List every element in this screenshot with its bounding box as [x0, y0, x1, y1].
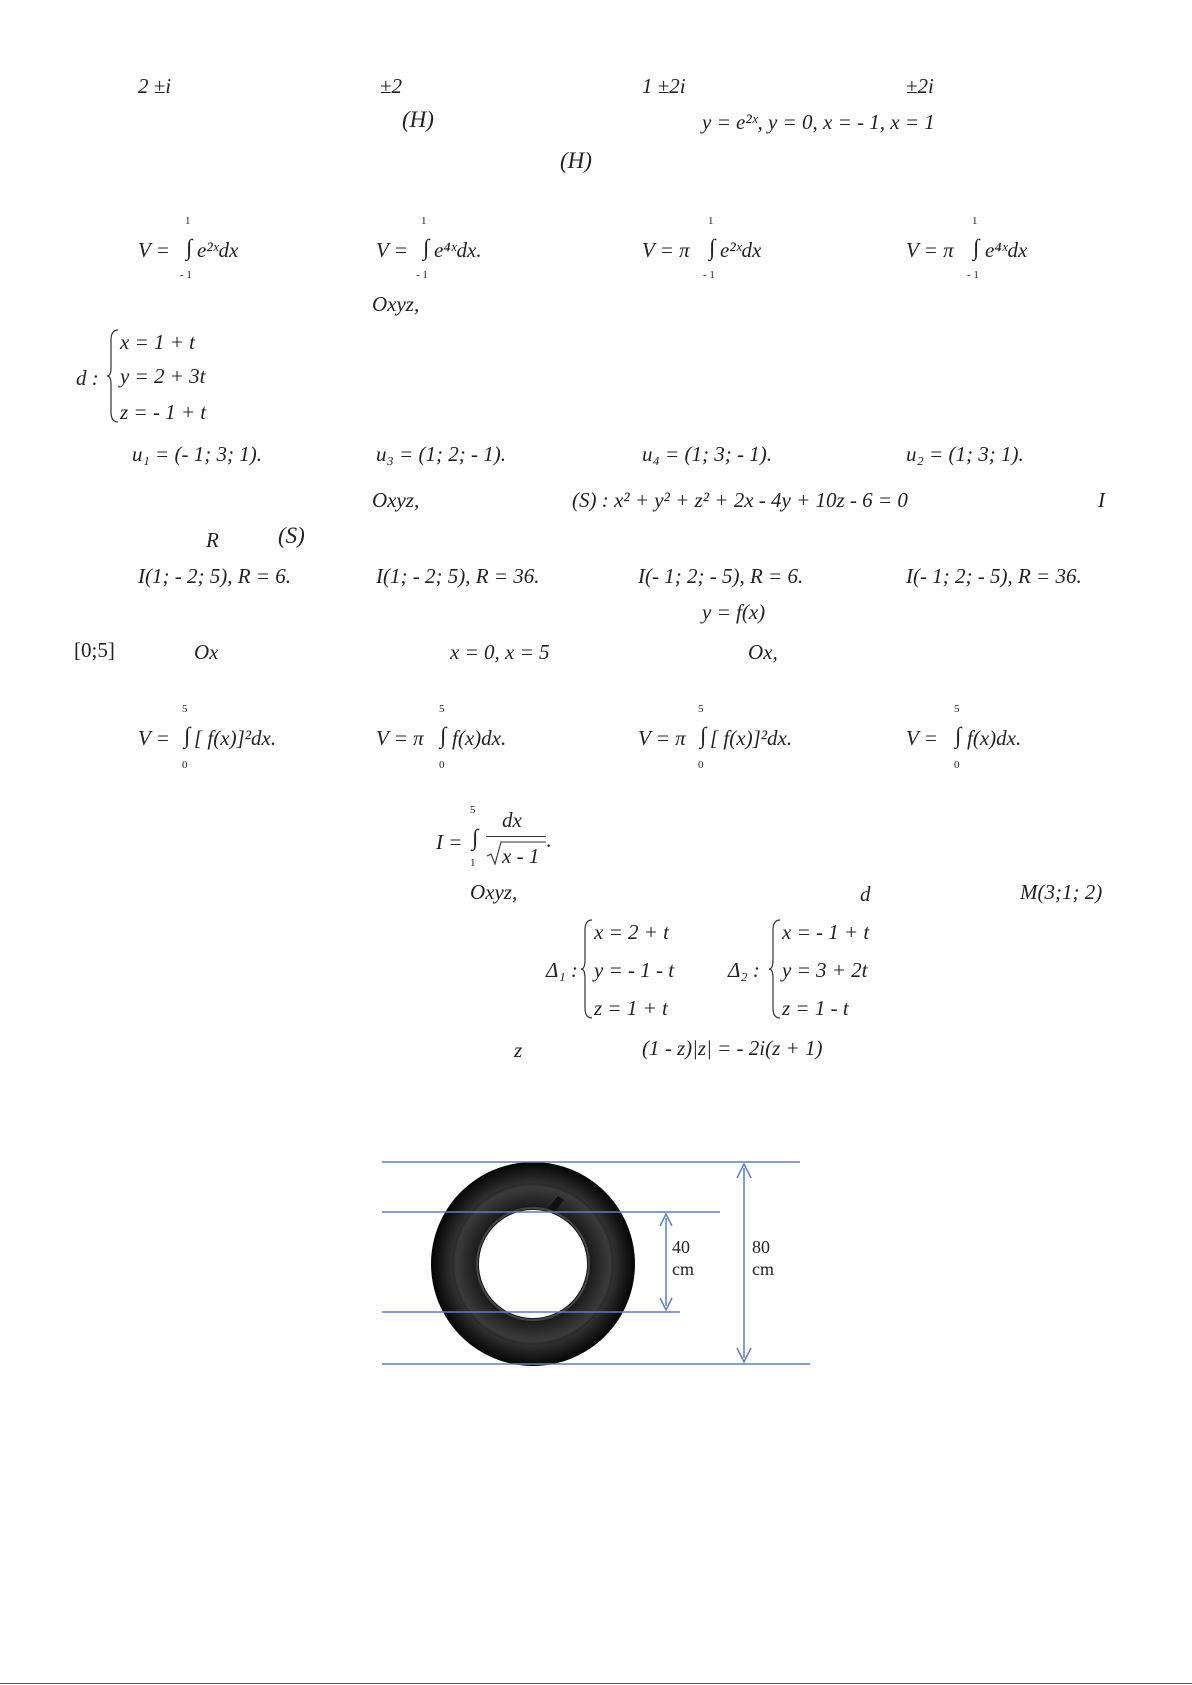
sphere-option-b: I(1; - 2; 5), R = 36. [376, 564, 540, 588]
direction-option-c: u₄ = (1; 3; - 1). [642, 442, 772, 466]
integrand: f(x)dx. [452, 726, 507, 750]
integrand: e⁴ˣdx [985, 238, 1028, 262]
integral-lower: 0 [439, 759, 445, 771]
integral-sign: ∫ [472, 825, 479, 850]
volume-lhs: V = π [642, 238, 690, 262]
option-d-roots: ±2i [906, 74, 934, 98]
integral-sign: ∫ [973, 235, 980, 260]
integral-lower: - 1 [967, 269, 979, 281]
region-h-label: (H) [402, 107, 434, 132]
integral-upper: 5 [470, 804, 476, 816]
integral-sign: ∫ [700, 723, 707, 748]
axis-ox-2: Ox, [748, 640, 778, 664]
delta1-eq2: y = - 1 - t [594, 958, 675, 982]
axis-ox: Ox [194, 640, 219, 664]
fraction-bar [486, 836, 546, 837]
volume-lhs: V = [138, 238, 170, 262]
integral-lower: 0 [182, 759, 188, 771]
integral-sign: ∫ [440, 723, 447, 748]
integrand: [ f(x)]²dx. [194, 726, 277, 750]
fraction-numerator: dx [502, 808, 522, 832]
integrand: [ f(x)]²dx. [710, 726, 793, 750]
complex-var: z [514, 1038, 523, 1062]
inner-diameter-value: 40 [672, 1237, 690, 1257]
brace-icon [580, 918, 594, 1020]
integral-upper: 1 [972, 215, 978, 227]
integral-lower: - 1 [703, 269, 715, 281]
integral-upper: 1 [708, 215, 714, 227]
delta2-eq3: z = 1 - t [782, 996, 849, 1020]
integral-tail: . [546, 828, 552, 852]
integral-upper: 1 [185, 215, 191, 227]
tire-hole [479, 1210, 587, 1318]
region-curves: y = e²ˣ, y = 0, x = - 1, x = 1 [702, 110, 935, 134]
integrand: e²ˣdx [197, 238, 239, 262]
delta2-name: Δ₂ : [728, 958, 760, 982]
delta2-eq2: y = 3 + 2t [782, 958, 868, 982]
sphere-equation: (S) : x² + y² + z² + 2x - 4y + 10z - 6 = 0 [572, 488, 908, 512]
point-m-label: M(3;1; 2) [1020, 880, 1103, 904]
outer-diameter-unit: cm [752, 1259, 774, 1279]
page-footer-line [0, 1683, 1192, 1684]
volume-lhs: V = [138, 726, 170, 750]
bounds-label: x = 0, x = 5 [450, 640, 550, 664]
interval-label: [0;5] [74, 638, 115, 662]
delta1-eq1: x = 2 + t [594, 920, 669, 944]
sphere-radius-label: R [206, 528, 219, 552]
brace-icon [768, 918, 782, 1020]
outer-diameter-value: 80 [752, 1237, 770, 1257]
volume-lhs: V = π [376, 726, 424, 750]
integral-sign: ∫ [423, 235, 430, 260]
option-b-roots: ±2 [380, 74, 403, 98]
integral-lower: - 1 [180, 269, 192, 281]
integral-lower: 0 [954, 759, 960, 771]
delta1-eq3: z = 1 + t [594, 996, 668, 1020]
integral-upper: 5 [182, 703, 188, 715]
sphere-option-d: I(- 1; 2; - 5), R = 36. [906, 564, 1082, 588]
sphere-option-a: I(1; - 2; 5), R = 6. [138, 564, 291, 588]
integral-sign: ∫ [709, 235, 716, 260]
complex-equation: (1 - z)|z| = - 2i(z + 1) [642, 1036, 823, 1060]
function-label: y = f(x) [702, 600, 766, 624]
line-d-label: d [860, 882, 871, 906]
coord-system: Oxyz, [372, 488, 420, 512]
brace-icon [106, 328, 120, 424]
line-d-eq2: y = 2 + 3t [120, 364, 206, 388]
delta1-name: Δ₁ : [546, 958, 578, 982]
integral-sign: ∫ [184, 723, 191, 748]
integral-lower: - 1 [416, 269, 428, 281]
delta2-eq1: x = - 1 + t [782, 920, 870, 944]
direction-option-b: u₃ = (1; 2; - 1). [376, 442, 506, 466]
region-h-label-2: (H) [560, 148, 592, 173]
option-a-roots: 2 ±i [138, 74, 172, 98]
integral-upper: 5 [954, 703, 960, 715]
integral-sign: ∫ [186, 235, 193, 260]
line-d-eq1: x = 1 + t [120, 330, 195, 354]
integral-lhs: I = [436, 830, 463, 854]
volume-lhs: V = π [638, 726, 686, 750]
direction-option-d: u₂ = (1; 3; 1). [906, 442, 1024, 466]
integral-upper: 5 [439, 703, 445, 715]
integral-sign: ∫ [955, 723, 962, 748]
fraction-denominator: x - 1 [502, 844, 540, 868]
integrand: f(x)dx. [967, 726, 1022, 750]
sphere-s-label: (S) [278, 523, 305, 548]
coord-system: Oxyz, [470, 880, 518, 904]
tire-figure [380, 1156, 820, 1372]
coord-system: Oxyz, [372, 292, 420, 316]
volume-lhs: V = [906, 726, 938, 750]
integral-lower: 0 [698, 759, 704, 771]
option-c-roots: 1 ±2i [642, 74, 686, 98]
integral-lower: 1 [470, 857, 476, 869]
line-d-eq3: z = - 1 + t [120, 400, 207, 424]
integrand: e⁴ˣdx. [434, 238, 482, 262]
sphere-center-label: I [1098, 488, 1105, 512]
sphere-option-c: I(- 1; 2; - 5), R = 6. [638, 564, 804, 588]
integral-upper: 5 [698, 703, 704, 715]
direction-option-a: u₁ = (- 1; 3; 1). [132, 442, 262, 466]
volume-lhs: V = π [906, 238, 954, 262]
line-d-name: d : [76, 366, 99, 390]
integral-upper: 1 [421, 215, 427, 227]
volume-lhs: V = [376, 238, 408, 262]
inner-diameter-unit: cm [672, 1259, 694, 1279]
integrand: e²ˣdx [720, 238, 762, 262]
